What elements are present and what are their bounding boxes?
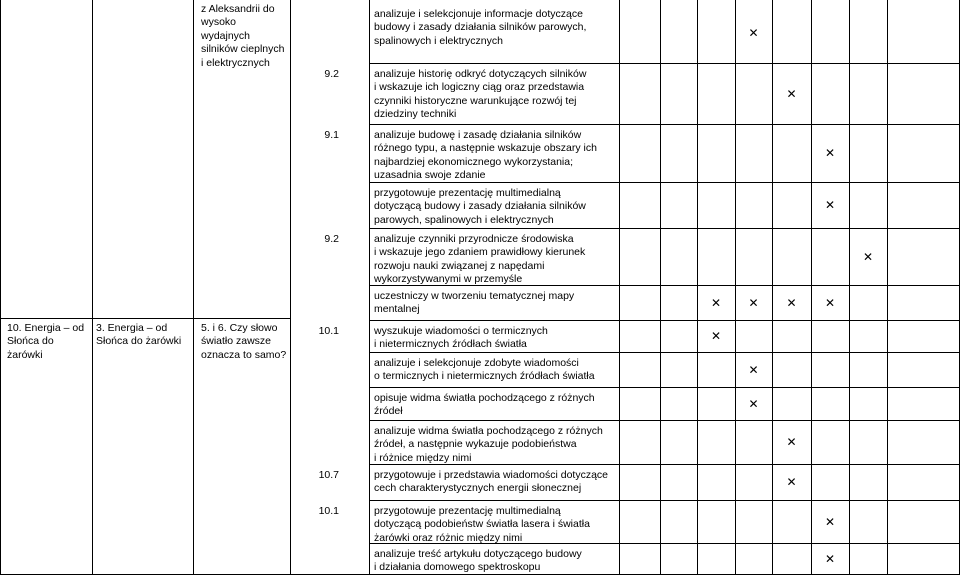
level-mark-icon: ✕: [748, 396, 759, 411]
requirement-number: 9.2: [324, 68, 339, 80]
grid-vline: [849, 0, 850, 575]
requirement-text: przygotowuje prezentację multimedialną dotyczącą budowy i zasady działania silników parowych, spalinowych i elektrycznych: [374, 187, 586, 226]
grid-vline: [697, 0, 698, 575]
requirement-text: analizuje treść artykułu dotyczącego budowy i działania domowego spektroskopu: [374, 548, 582, 574]
level-mark-icon: ✕: [710, 295, 722, 310]
grid-hline: [369, 420, 960, 421]
grid-vline: [660, 0, 661, 575]
col-lesson-top: z Aleksandrii do wysoko wydajnych silników cieplnych i elektrycznych: [201, 3, 285, 69]
grid-hline-left: [0, 318, 290, 319]
requirement-number: 10.1: [318, 325, 339, 337]
requirement-number: 10.1: [318, 505, 339, 517]
level-mark-icon: ✕: [824, 552, 836, 566]
level-mark-icon: ✕: [748, 26, 759, 40]
grid-vline: [290, 0, 291, 575]
grid-vline: [369, 0, 370, 575]
requirement-number: 9.2: [324, 233, 339, 245]
grid-hline: [369, 63, 960, 64]
requirement-text: analizuje i selekcjonuje zdobyte wiadomości o termicznych i nietermicznych źródłach światła: [374, 357, 595, 383]
level-mark-icon: ✕: [824, 514, 836, 529]
level-mark-icon: ✕: [786, 86, 797, 101]
requirement-text: opisuje widma światła pochodzącego z różnych źródeł: [374, 392, 595, 418]
grid-hline: [369, 352, 960, 353]
requirement-text: przygotowuje prezentację multimedialną dotyczącą podobieństw światła lasera i światła żarówki oraz różnic między nimi: [374, 505, 590, 544]
grid-vline: [772, 0, 773, 575]
requirement-number: 10.7: [318, 469, 339, 481]
level-mark-icon: ✕: [824, 146, 836, 160]
grid-hline: [369, 320, 960, 321]
level-mark-icon: ✕: [824, 198, 836, 212]
grid-vline: [811, 0, 812, 575]
grid-hline: [369, 500, 960, 501]
grid-vline: [887, 0, 888, 575]
grid-vline: [619, 0, 620, 575]
grid-hline: [369, 387, 960, 388]
requirement-text: analizuje i selekcjonuje informacje dotyczące budowy i zasady działania silników parowych, spalinowych i elektrycznych: [374, 8, 587, 47]
col-topic-2: 3. Energia – od Słońca do żarówki: [96, 322, 182, 348]
grid-vline: [0, 0, 1, 575]
grid-vline: [92, 0, 93, 575]
level-mark-icon: ✕: [786, 475, 797, 489]
grid-hline: [369, 124, 960, 125]
level-mark-icon: ✕: [710, 329, 722, 343]
requirement-text: analizuje historię odkryć dotyczących silników i wskazuje ich logiczny ciąg oraz przedstawia czynniki historyczne warunkujące rozwój tej dziedziny techniki: [374, 68, 587, 121]
requirement-text: analizuje widma światła pochodzącego z różnych źródeł, a następnie wykazuje podobieństwa i różnice między nimi: [374, 425, 603, 464]
level-mark-icon: ✕: [824, 295, 836, 310]
requirement-text: przygotowuje i przedstawia wiadomości dotyczące cech charakterystycznych energii słonecznej: [374, 469, 609, 495]
grid-vline: [193, 0, 194, 575]
requirement-text: uczestniczy w tworzeniu tematycznej mapy mentalnej: [374, 290, 575, 316]
requirement-number: 9.1: [324, 129, 339, 141]
requirement-text: wyszukuje wiadomości o termicznych i nietermicznych źródłach światła: [374, 325, 548, 351]
grid-hline: [369, 228, 960, 229]
requirement-text: analizuje czynniki przyrodnicze środowiska i wskazuje jego zdaniem prawidłowy kierunek rozwoju nauki związanej z napędami wykorzystywanymi w przemyśle: [374, 233, 586, 286]
col-topic-1: 10. Energia – od Słońca do żarówki: [7, 322, 85, 361]
requirement-text: analizuje budowę i zasadę działania silników różnego typu, a następnie wskazuje obszary ich najbardziej ekonomicznego wykorzystania; uzasadnia swoje zdanie: [374, 129, 597, 182]
grid-vline: [735, 0, 736, 575]
level-mark-icon: ✕: [862, 249, 874, 264]
level-mark-icon: ✕: [786, 435, 797, 449]
level-mark-icon: ✕: [748, 295, 759, 310]
level-mark-icon: ✕: [748, 362, 759, 377]
col-lesson-5-6: 5. i 6. Czy słowo światło zawsze oznacza to samo?: [201, 322, 287, 361]
level-mark-icon: ✕: [786, 295, 797, 310]
